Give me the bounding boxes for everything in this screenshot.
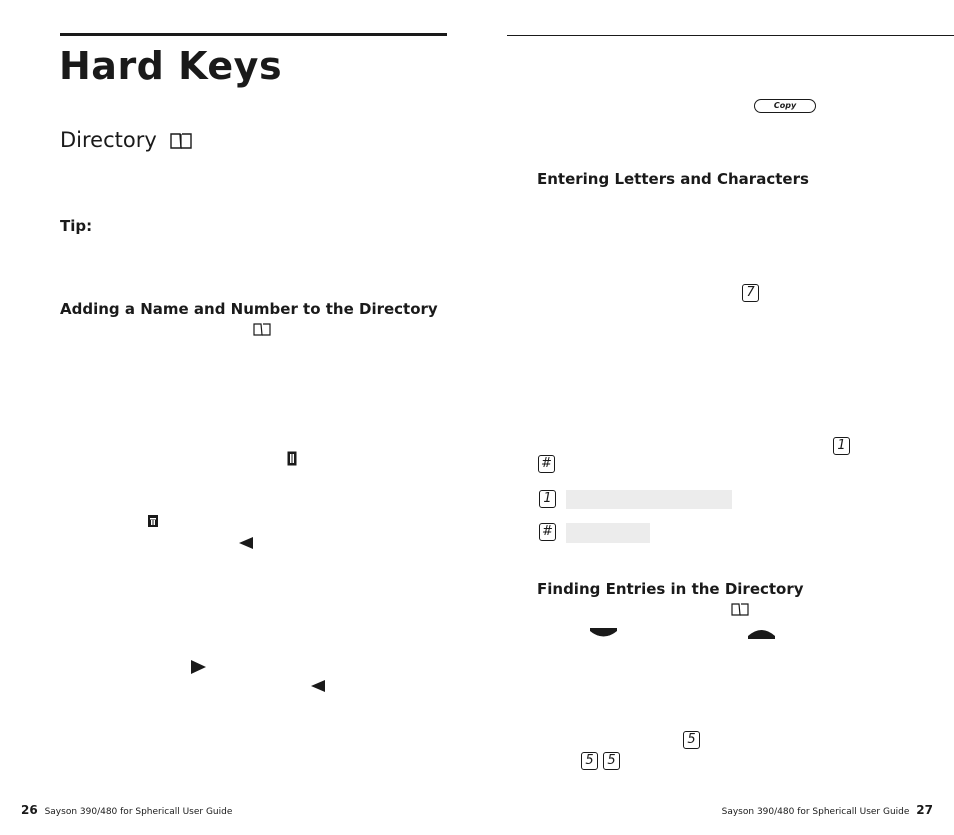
key-five: 5 — [683, 731, 700, 749]
left-footer — [21, 803, 232, 817]
subhead-entering-letters: Entering Letters and Characters — [537, 170, 809, 188]
shaded-field — [566, 523, 650, 543]
key-one: 1 — [833, 437, 850, 455]
shaded-field — [566, 490, 732, 509]
key-one: 1 — [539, 490, 556, 508]
section-title-directory — [60, 128, 193, 152]
subhead-adding-name: Adding a Name and Number to the Directory — [60, 300, 438, 318]
right-footer — [722, 803, 933, 817]
softkey-icon — [148, 515, 158, 527]
key-hash: # — [539, 523, 556, 541]
left-arrow-icon — [311, 680, 325, 692]
directory-book-icon — [253, 322, 271, 337]
page-number-right: 27 — [916, 803, 933, 817]
footer-text-left: Sayson 390/480 for Sphericall User Guide — [44, 807, 233, 817]
down-scroll-icon — [590, 628, 617, 640]
key-five: 5 — [581, 752, 598, 770]
left-top-rule — [60, 33, 447, 36]
key-five: 5 — [603, 752, 620, 770]
left-arrow-icon — [239, 537, 253, 549]
right-arrow-icon — [191, 660, 206, 674]
copy-softkey: Copy — [754, 99, 816, 113]
directory-book-icon — [169, 131, 193, 151]
up-scroll-icon — [748, 626, 775, 639]
section-title-text: Directory — [60, 128, 157, 152]
key-seven: 7 — [742, 284, 759, 302]
page-title: Hard Keys — [59, 44, 283, 88]
tip-label: Tip: — [60, 217, 93, 235]
subhead-finding-entries: Finding Entries in the Directory — [537, 580, 804, 598]
page-number-left: 26 — [21, 803, 38, 817]
softkey-icon — [287, 451, 297, 466]
footer-text-right: Sayson 390/480 for Sphericall User Guide — [721, 807, 910, 817]
key-hash: # — [538, 455, 555, 473]
right-top-rule — [507, 35, 954, 36]
directory-book-icon — [731, 602, 749, 617]
